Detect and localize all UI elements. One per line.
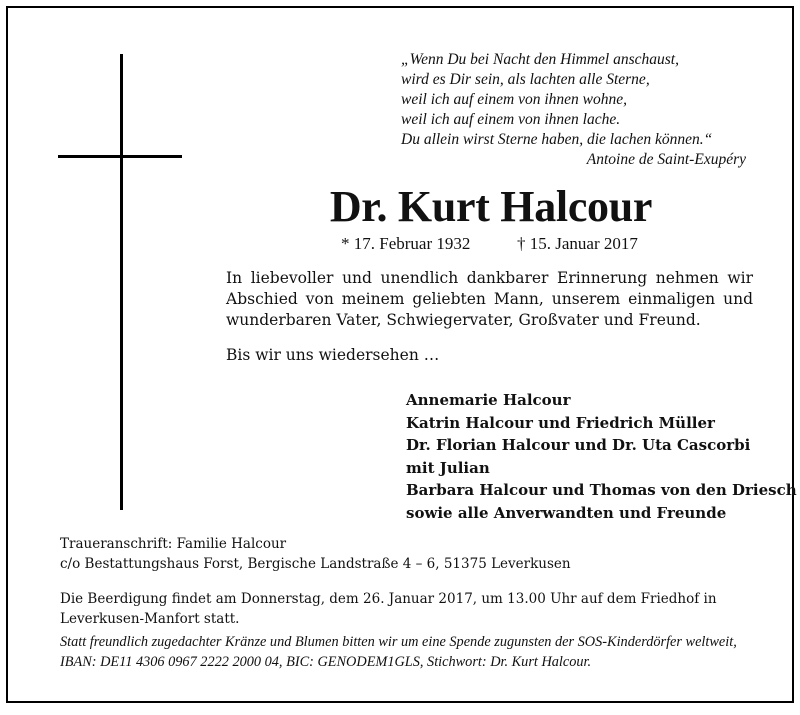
birth-date: * 17. Februar 1932 bbox=[341, 234, 471, 253]
death-date: † 15. Januar 2017 bbox=[517, 234, 638, 253]
donation-notice bbox=[60, 632, 770, 672]
quote-block bbox=[401, 50, 751, 170]
cross-horizontal-bar bbox=[58, 155, 182, 158]
donation-line: Statt freundlich zugedachter Kränze und Blumen bitten wir um eine Spende zugunsten der SOS-Kinderdörfer weltweit, bbox=[60, 634, 737, 650]
mourners-list bbox=[406, 389, 797, 525]
quote-line: weil ich auf einem von ihnen lache. bbox=[401, 111, 621, 128]
donation-line: IBAN: DE11 4306 0967 2222 2000 04, BIC: GENODEM1GLS, Stichwort: Dr. Kurt Halcour. bbox=[60, 654, 592, 670]
mourner-entry: Annemarie Halcour bbox=[406, 391, 571, 409]
cross-vertical-bar bbox=[120, 54, 123, 510]
mourner-entry: mit Julian bbox=[406, 458, 490, 477]
address-line: c/o Bestattungshaus Forst, Bergische Landstraße 4 – 6, 51375 Leverkusen bbox=[60, 556, 571, 572]
farewell-message: In liebevoller und unendlich dankbarer Erinnerung nehmen wir Abschied von meinem geliebten Mann, unserem einmaligen und wunderbaren Vater, Schwiegervater, Großvater und Freund. bbox=[226, 269, 753, 329]
quote-author: Antoine de Saint-Exupéry bbox=[586, 151, 746, 168]
mourning-address bbox=[60, 534, 571, 574]
mourner-entry: Katrin Halcour und Friedrich Müller bbox=[406, 413, 715, 432]
mourner-entry: Dr. Florian Halcour und Dr. Uta Cascorbi bbox=[406, 436, 751, 455]
mourner-entry: Barbara Halcour und Thomas von den Driesch bbox=[406, 481, 797, 500]
obituary-notice bbox=[6, 6, 797, 703]
quote-line: wird es Dir sein, als lachten alle Sterne, bbox=[401, 71, 650, 88]
deceased-name: Dr. Kurt Halcour bbox=[329, 182, 653, 231]
funeral-notice: Die Beerdigung findet am Donnerstag, dem 26. Januar 2017, um 13.00 Uhr auf dem Friedhof in Leverkusen-Manfort statt. bbox=[60, 591, 717, 627]
quote-line: weil ich auf einem von ihnen wohne, bbox=[401, 91, 627, 108]
quote-line: Du allein wirst Sterne haben, die lachen können.“ bbox=[401, 131, 713, 148]
closing-line: Bis wir uns wiedersehen … bbox=[226, 346, 440, 364]
mourner-entry: sowie alle Anverwandten und Freunde bbox=[406, 503, 727, 522]
address-line: Traueranschrift: Familie Halcour bbox=[60, 536, 287, 552]
quote-line: „Wenn Du bei Nacht den Himmel anschaust, bbox=[401, 51, 679, 68]
